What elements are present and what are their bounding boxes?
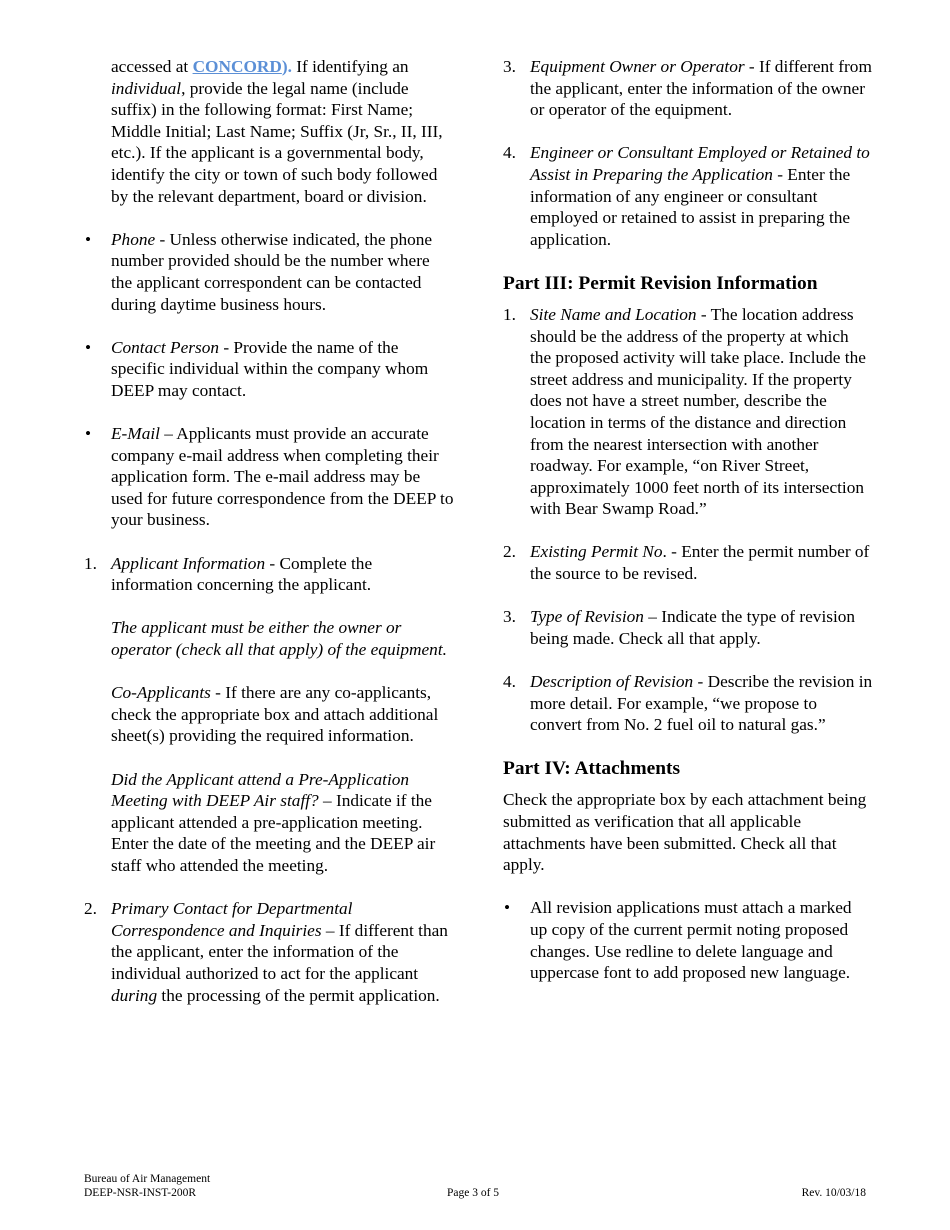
item-number: 3.	[503, 607, 516, 627]
part4-heading: Part IV: Attachments	[503, 758, 681, 780]
item-existing-permit-no: 2. Existing Permit No. - Enter the permit number of the source to be revised.	[503, 542, 870, 584]
footer-form-number: DEEP-NSR-INST-200R	[84, 1187, 197, 1199]
part3-heading: Part III: Permit Revision Information	[503, 272, 818, 294]
item-number: 4.	[503, 672, 516, 692]
bullet-phone: • Phone - Unless otherwise indicated, the phone number provided should be the number where the applicant correspondent can be contacted during daytime business hours.	[85, 229, 433, 314]
item-equipment-owner: 3. Equipment Owner or Operator - If different from the applicant, enter the information of the owner or operator of the equipment.	[503, 57, 872, 120]
footer-org: Bureau of Air Management	[84, 1173, 211, 1185]
bullet-email: • E-Mail – Applicants must provide an accurate company e-mail address when completing their application form. The e-mail address may be used for future correspondence from the DEEP to your business.	[85, 424, 454, 530]
bullet-contact-person: • Contact Person - Provide the name of the specific individual within the company whom DEEP may contact.	[85, 337, 429, 400]
item-site-name-location: 1. Site Name and Location - The location address should be the address of the property at which the proposed activity will take place. Include the street address and municipality. If the property does not have a street number, describe the location in terms of the distance and direction from the nearest intersection with another roadway. For example, “on River Street, approximately 1000 feet north of its intersection with Bear Swamp Road.”	[503, 304, 866, 519]
item-description-of-revision: 4. Description of Revision - Describe the revision in more detail. For example, “we propose to convert from No. 2 fuel oil to natural gas.”	[503, 672, 873, 735]
footer-left	[84, 1172, 210, 1200]
bullet-marker: •	[504, 898, 511, 918]
bullet-marker: •	[85, 424, 92, 444]
footer-page-number: Page 3 of 5	[447, 1187, 500, 1199]
item-number: 1.	[84, 553, 97, 573]
concord-link[interactable]: CONCORD	[192, 57, 282, 76]
item-number: 2.	[503, 542, 516, 562]
bullet-marker: •	[85, 337, 92, 357]
attachments-intro: Check the appropriate box by each attachment being submitted as verification that all applicable attachments have been submitted. Check all that apply.	[503, 790, 867, 875]
pre-application-paragraph: Did the Applicant attend a Pre-Application Meeting with DEEP Air staff? – Indicate if the applicant attended a pre-application meeting. Enter the date of the meeting and the DEEP air staff who attended the meeting.	[111, 769, 436, 875]
item-engineer-consultant: 4. Engineer or Consultant Employed or Retained to Assist in Preparing the Application - Enter the information of any engineer or consultant employed or retained to assist in preparing the application.	[503, 143, 870, 249]
item-applicant-information: 1. Applicant Information - Complete the information concerning the applicant. The applicant must be either the owner or operator (check all that apply) of the equipment. Co-Applicants - If there are any co-applicants, check the appropriate box and attach additional sheet(s) providing the required information. Did the Applicant attend a Pre-Application Meeting with DEEP Air staff? – Indicate if the applicant attended a pre-application meeting. Enter the date of the meeting and the DEEP air staff who attended the meeting.	[84, 553, 454, 877]
item-number: 4.	[503, 143, 516, 163]
item-number: 2.	[84, 899, 97, 919]
item-number: 3.	[503, 57, 516, 76]
left-column	[84, 56, 454, 1028]
item-type-of-revision: 3. Type of Revision – Indicate the type of revision being made. Check all that apply.	[503, 607, 856, 648]
bullet-revision-applications: • All revision applications must attach a marked up copy of the current permit noting proposed changes. Use redline to delete language and uppercase font to add proposed new language.	[504, 898, 852, 983]
right-column	[503, 56, 873, 1005]
bullet-marker: •	[85, 229, 92, 249]
item-number: 1.	[503, 304, 516, 324]
co-applicants-paragraph: Co-Applicants - If there are any co-applicants, check the appropriate box and attach additional sheet(s) providing the required information.	[111, 683, 439, 746]
intro-paragraph: accessed at CONCORD). If identifying an individual, provide the legal name (include suffix) in the following format: First Name; Middle Initial; Last Name; Suffix (Jr, Sr., II, III, etc.). If the applicant is a governmental body, identify the city or town of such body followed by the relevant department, board or division.	[111, 57, 443, 206]
footer-revision: Rev. 10/03/18	[801, 1187, 866, 1199]
item-primary-contact: 2. Primary Contact for Departmental Correspondence and Inquiries – If different than the applicant, enter the information of the individual authorized to act for the applicant during the processing of the permit application.	[84, 899, 448, 1005]
applicant-note: The applicant must be either the owner or operator (check all that apply) of the equipment.	[111, 618, 447, 660]
